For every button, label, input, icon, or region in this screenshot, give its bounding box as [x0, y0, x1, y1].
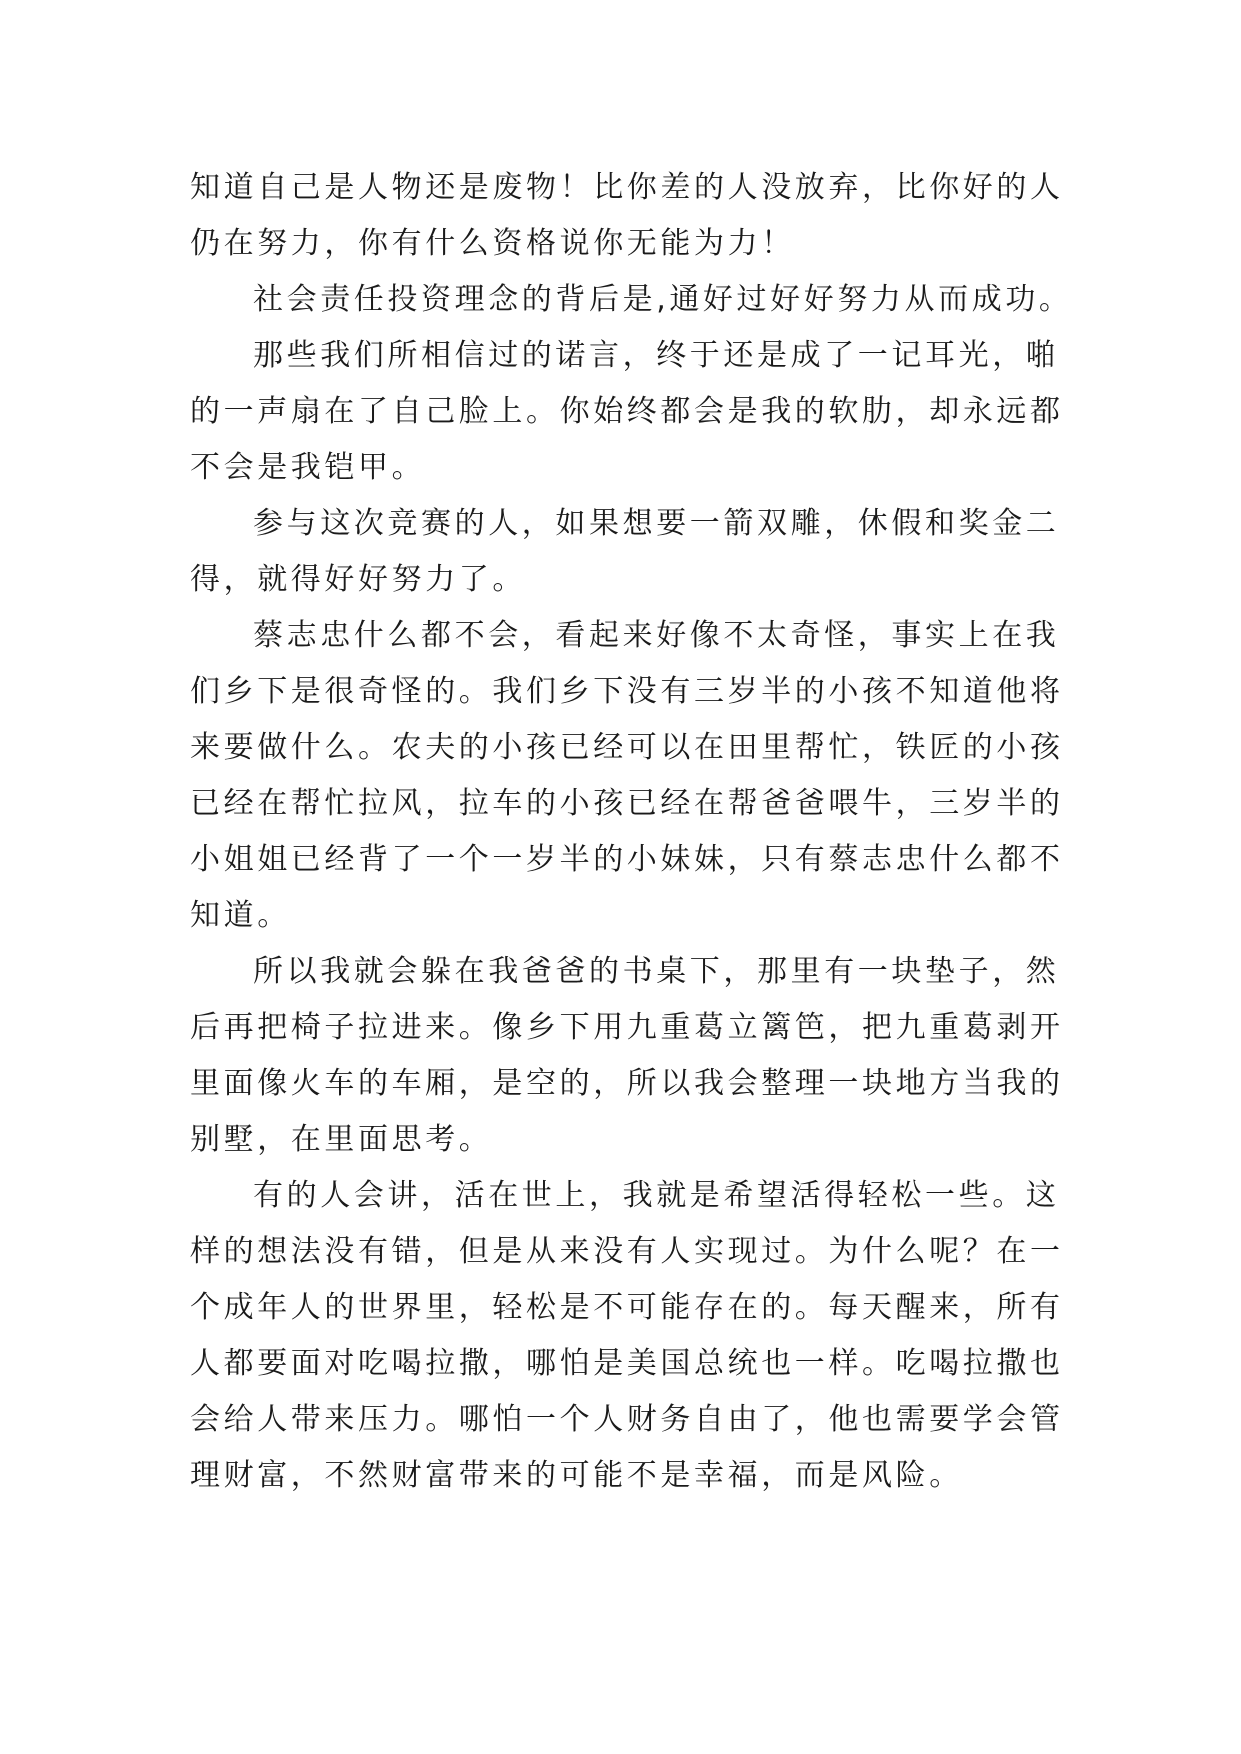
text-line: 别墅，在里面思考。: [190, 1122, 493, 1157]
text-line: 们乡下是很奇怪的。我们乡下没有三岁半的小孩不知道他将: [190, 674, 1064, 709]
paragraph-start-line: 蔡志忠什么都不会，看起来好像不太奇怪，事实上在我: [253, 618, 1060, 653]
text-line: 小姐姐已经背了一个一岁半的小妹妹，只有蔡志忠什么都不: [190, 842, 1064, 877]
paragraph-start-line: 社会责任投资理念的背后是,通好过好好努力从而成功。: [253, 282, 1073, 317]
text-line: 来要做什么。农夫的小孩已经可以在田里帮忙，铁匠的小孩: [190, 730, 1064, 765]
text-line: 仍在努力，你有什么资格说你无能为力！: [190, 226, 795, 261]
text-line: 已经在帮忙拉风，拉车的小孩已经在帮爸爸喂牛，三岁半的: [190, 786, 1064, 821]
paragraph-start-line: 有的人会讲，活在世上，我就是希望活得轻松一些。这: [253, 1178, 1060, 1213]
text-line: 后再把椅子拉进来。像乡下用九重葛立篱笆，把九重葛剥开: [190, 1010, 1064, 1045]
text-line: 样的想法没有错，但是从来没有人实现过。为什么呢？在一: [190, 1234, 1064, 1269]
text-line: 个成年人的世界里，轻松是不可能存在的。每天醒来，所有: [190, 1290, 1064, 1325]
text-line: 知道自己是人物还是废物！比你差的人没放弃，比你好的人: [190, 170, 1064, 205]
paragraph-start-line: 那些我们所相信过的诺言，终于还是成了一记耳光，啪: [253, 338, 1060, 373]
text-line: 人都要面对吃喝拉撒，哪怕是美国总统也一样。吃喝拉撒也: [190, 1346, 1064, 1381]
text-line: 的一声扇在了自己脸上。你始终都会是我的软肋，却永远都: [190, 394, 1064, 429]
text-line: 知道。: [190, 898, 291, 933]
paragraph-start-line: 参与这次竞赛的人，如果想要一箭双雕，休假和奖金二: [253, 506, 1060, 541]
paragraph-start-line: 所以我就会躲在我爸爸的书桌下，那里有一块垫子，然: [253, 954, 1060, 989]
text-line: 理财富，不然财富带来的可能不是幸福，而是风险。: [190, 1458, 963, 1493]
text-line: 不会是我铠甲。: [190, 450, 426, 485]
text-line: 里面像火车的车厢，是空的，所以我会整理一块地方当我的: [190, 1066, 1064, 1101]
body-text: [190, 160, 1090, 1504]
text-line: 会给人带来压力。哪怕一个人财务自由了，他也需要学会管: [190, 1402, 1064, 1437]
text-line: 得，就得好好努力了。: [190, 562, 526, 597]
